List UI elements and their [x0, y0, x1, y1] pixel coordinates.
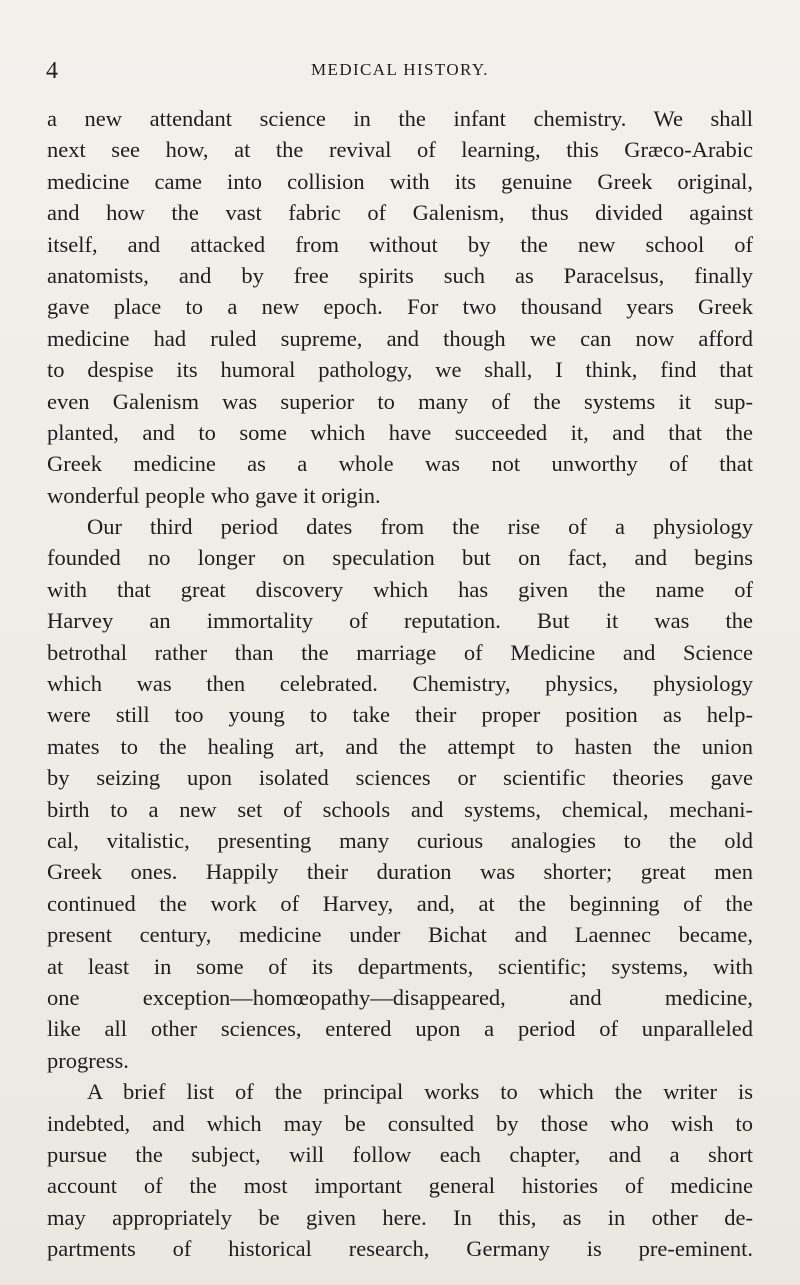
text-line: and how the vast fabric of Galenism, thus divided against: [47, 200, 753, 226]
paragraph-end-line: wonderful people who gave it origin.: [47, 482, 381, 508]
paragraph-start-line: A brief list of the principal works to which the writer is: [87, 1079, 753, 1105]
text-line: planted, and to some which have succeeded it, and that the: [47, 419, 753, 445]
page-number: 4: [46, 58, 58, 84]
text-line: cal, vitalistic, presenting many curious analogies to the old: [47, 827, 753, 853]
text-line: founded no longer on speculation but on fact, and begins: [47, 545, 753, 571]
text-line: next see how, at the revival of learning, this Græco-Arabic: [47, 137, 753, 163]
text-line: continued the work of Harvey, and, at the beginning of the: [47, 890, 753, 916]
text-line: account of the most important general histories of medicine: [47, 1173, 753, 1199]
page-header: [46, 58, 754, 88]
text-line: with that great discovery which has given the name of: [47, 576, 753, 602]
text-line: present century, medicine under Bichat and Laennec became,: [47, 922, 753, 948]
text-line: may appropriately be given here. In this, as in other de-: [47, 1204, 753, 1230]
running-head: MEDICAL HISTORY.: [311, 60, 489, 79]
text-line: at least in some of its departments, scientific; systems, with: [47, 953, 753, 979]
text-line: betrothal rather than the marriage of Medicine and Science: [47, 639, 753, 665]
text-line: even Galenism was superior to many of the systems it sup-: [47, 388, 753, 414]
text-line: itself, and attacked from without by the new school of: [47, 231, 753, 257]
text-line: which was then celebrated. Chemistry, physics, physiology: [47, 671, 753, 697]
text-line: medicine had ruled supreme, and though we can now afford: [47, 325, 753, 351]
text-line: to despise its humoral pathology, we shall, I think, find that: [47, 357, 753, 383]
paragraph-start-line: Our third period dates from the rise of a physiology: [87, 514, 753, 540]
text-line: one exception—homœopathy—disappeared, and medicine,: [47, 984, 753, 1010]
body-text: [47, 103, 753, 1264]
text-line: Harvey an immortality of reputation. But it was the: [47, 608, 753, 634]
text-line: medicine came into collision with its genuine Greek original,: [47, 168, 753, 194]
paragraph-end-line: progress.: [47, 1047, 129, 1073]
text-line: a new attendant science in the infant chemistry. We shall: [47, 106, 753, 131]
text-line: mates to the healing art, and the attempt to hasten the union: [47, 733, 753, 759]
text-line: indebted, and which may be consulted by those who wish to: [47, 1110, 753, 1136]
text-line: were still too young to take their proper position as help-: [47, 702, 753, 728]
text-line: gave place to a new epoch. For two thousand years Greek: [47, 294, 753, 320]
text-line: Greek medicine as a whole was not unworthy of that: [47, 451, 753, 477]
text-line: Greek ones. Happily their duration was shorter; great men: [47, 859, 753, 885]
text-line: birth to a new set of schools and systems, chemical, mechani-: [47, 796, 753, 822]
text-line: like all other sciences, entered upon a period of unparalleled: [47, 1016, 753, 1042]
text-line: partments of historical research, Germany is pre-eminent.: [47, 1236, 753, 1262]
text-line: pursue the subject, will follow each chapter, and a short: [47, 1141, 753, 1167]
text-line: anatomists, and by free spirits such as Paracelsus, finally: [47, 262, 753, 288]
text-line: by seizing upon isolated sciences or scientific theories gave: [47, 765, 753, 791]
